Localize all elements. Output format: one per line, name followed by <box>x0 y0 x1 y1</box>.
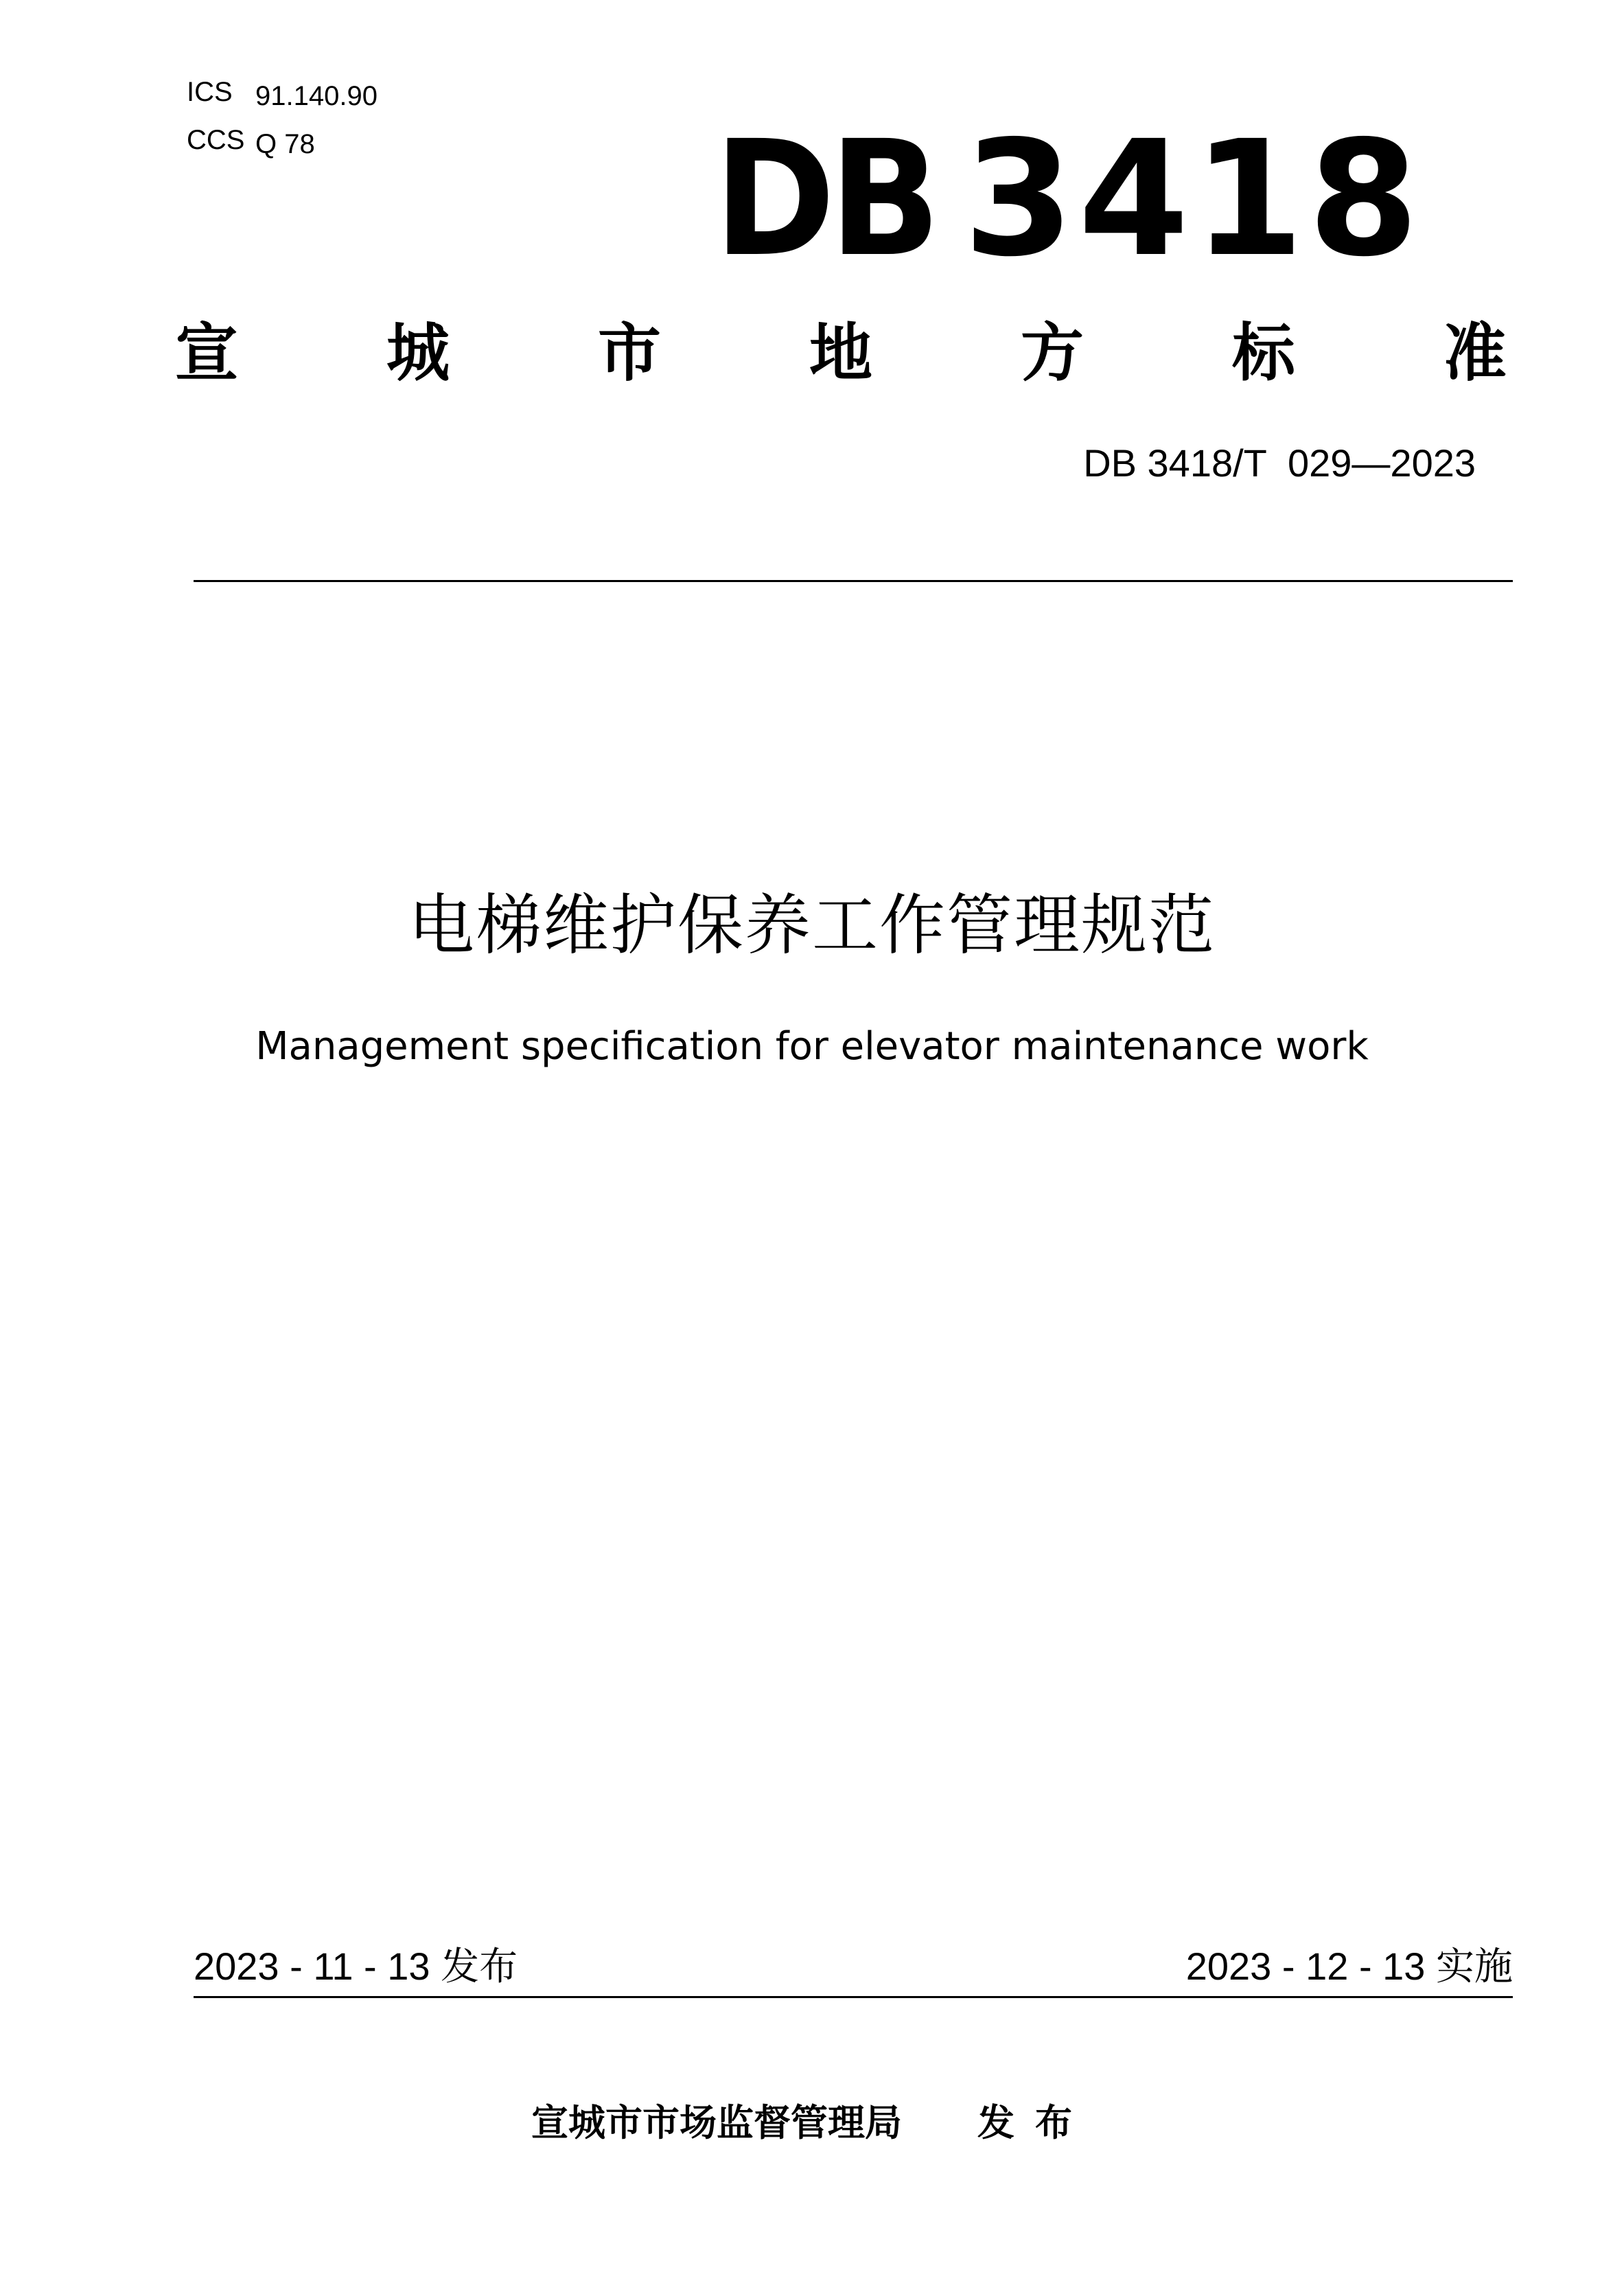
ics-value: 91.140.90 <box>255 81 378 111</box>
standard-type-char: 市 <box>597 316 661 390</box>
standard-type-char: 方 <box>1020 316 1084 390</box>
standard-type-heading <box>175 316 1507 391</box>
standard-type-char: 城 <box>386 316 450 390</box>
standard-number: DB 3418/T 029—2023 <box>1083 441 1476 485</box>
db-code: 3418 <box>963 106 1424 292</box>
standard-type-char: 准 <box>1443 316 1507 390</box>
ccs-label: CCS <box>187 125 245 155</box>
standard-type-char: 宣 <box>175 316 239 390</box>
publisher <box>0 2099 1624 2147</box>
publisher-action: 发布 <box>977 2101 1093 2144</box>
ccs-code <box>187 124 315 159</box>
title-english: Management specification for elevator maintenance work <box>255 1024 1369 1069</box>
effective-date: 2023 - 12 - 13 实施 <box>1185 1945 1513 1988</box>
ics-code <box>187 76 378 111</box>
issue-date: 2023 - 11 - 13 发布 <box>194 1945 518 1988</box>
db-standard-logo <box>714 106 1424 292</box>
standard-type-char: 标 <box>1231 316 1295 390</box>
top-divider <box>194 580 1513 582</box>
ccs-value: Q 78 <box>255 129 315 159</box>
ics-label: ICS <box>187 77 233 107</box>
publisher-name: 宣城市市场监督管理局 <box>531 2101 902 2144</box>
title-chinese: 电梯维护保养工作管理规范 <box>408 887 1216 964</box>
bottom-divider <box>194 1996 1513 1998</box>
standard-type-char: 地 <box>809 316 872 390</box>
db-prefix: DB <box>714 106 935 292</box>
